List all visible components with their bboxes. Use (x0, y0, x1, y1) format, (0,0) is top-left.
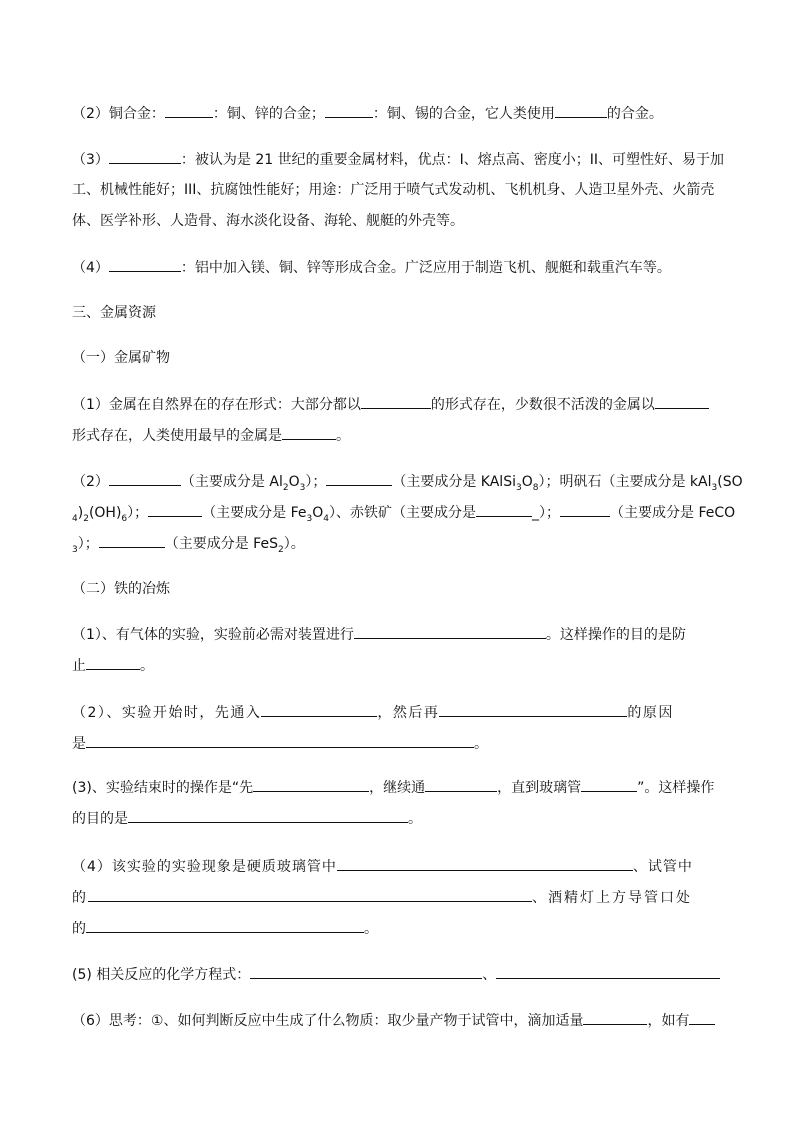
r2-line-1: （2）、实验开始时，先通入 ，然后再 的原因 (72, 702, 722, 723)
subsection-heading: （一）金属矿物 (72, 350, 170, 366)
answer-blank[interactable] (109, 471, 181, 486)
subsection-heading: （二）铁的冶炼 (72, 581, 170, 597)
r4-line-1: （4）该实验的实验现象是硬质玻璃管中 、试管中 (72, 856, 722, 877)
answer-blank[interactable] (148, 502, 202, 517)
answer-blank[interactable] (560, 502, 610, 517)
r1-line-2: 止 。 (72, 655, 722, 676)
aluminum-alloy-line: （4） ：铝中加入镁、铜、锌等形成合金。广泛应用于制造飞机、舰艇和载重汽车等。 (72, 257, 722, 278)
r2-line-2: 是 。 (72, 733, 722, 754)
titanium-line-2: 工、机械性能好；III、抗腐蚀性能好；用途：广泛用于喷气式发动机、飞机机身、人造卫星外壳、火箭壳 (72, 182, 715, 198)
section-heading: 三、金属资源 (72, 305, 156, 321)
answer-blank[interactable] (361, 394, 431, 409)
answer-blank[interactable] (165, 103, 213, 118)
answer-blank[interactable] (282, 425, 336, 440)
answer-blank[interactable] (555, 103, 607, 118)
answer-blank[interactable] (689, 1010, 715, 1025)
answer-blank[interactable] (583, 1010, 647, 1025)
r1-line-1: （1）、有气体的实验，实验前必需对装置进行 。这样操作的目的是防 (72, 624, 722, 645)
answer-blank[interactable] (581, 777, 637, 792)
answer-blank[interactable] (655, 394, 709, 409)
r4-line-2: 的 、酒精灯上方导管口处 (72, 887, 722, 908)
answer-blank[interactable] (250, 964, 482, 979)
answer-blank[interactable] (337, 856, 633, 871)
answer-blank[interactable] (261, 702, 377, 717)
q1-line-2: 形式存在，人类使用最早的金属是 。 (72, 425, 722, 446)
r5-line: (5) 相关反应的化学方程式： 、 (72, 964, 722, 985)
answer-blank[interactable] (253, 777, 369, 792)
titanium-line-3: 体、医学补形、人造骨、海水淡化设备、海轮、舰艇的外壳等。 (72, 213, 464, 229)
answer-blank[interactable] (476, 502, 532, 517)
q2-line-2: $_4)_2(OH)_6$）； （主要成分是 $Fe_3O_4$）、赤铁矿（主要成分是 _）； （主要成分是 FeCO (72, 502, 722, 529)
answer-blank[interactable] (439, 702, 627, 717)
titanium-line-1: （3） ：被认为是 21 世纪的重要金属材料，优点：I、熔点高、密度小；II、可塑性好、易于加 (72, 149, 722, 170)
answer-blank[interactable] (86, 655, 140, 670)
answer-blank[interactable] (88, 887, 532, 902)
q2-line-1: （2） （主要成分是 $Al_2O_3$）； （主要成分是 $KAlSi_3O_8$）；明矾石（主要成分是 kAl$_3$(SO (72, 471, 722, 498)
copper-alloy-line: （2）铜合金： ：铜、锌的合金； ：铜、锡的合金，它人类使用 的合金。 (72, 103, 722, 124)
answer-blank[interactable] (99, 533, 165, 548)
answer-blank[interactable] (325, 103, 373, 118)
q2-line-3: $_3$）； （主要成分是 FeS$_2$）。 (72, 533, 722, 560)
answer-blank[interactable] (425, 777, 497, 792)
answer-blank[interactable] (128, 808, 408, 823)
answer-blank[interactable] (109, 257, 181, 272)
answer-blank[interactable] (326, 471, 392, 486)
answer-blank[interactable] (354, 624, 546, 639)
r3-line-1: (3)、实验结束时的操作是“先 ，继续通 ，直到玻璃管 ”。这样操作 (72, 777, 722, 798)
answer-blank[interactable] (86, 733, 474, 748)
answer-blank[interactable] (109, 149, 181, 164)
q1-line-1: （1）金属在自然界在的存在形式：大部分都以 的形式存在，少数很不活泼的金属以 (72, 394, 722, 415)
r6-line: （6）思考：①、如何判断反应中生成了什么物质：取少量产物于试管中，滴加适量 ，如有 (72, 1010, 722, 1031)
answer-blank[interactable] (86, 918, 364, 933)
answer-blank[interactable] (496, 964, 720, 979)
r4-line-3: 的 。 (72, 918, 722, 939)
r3-line-2: 的目的是 。 (72, 808, 722, 829)
